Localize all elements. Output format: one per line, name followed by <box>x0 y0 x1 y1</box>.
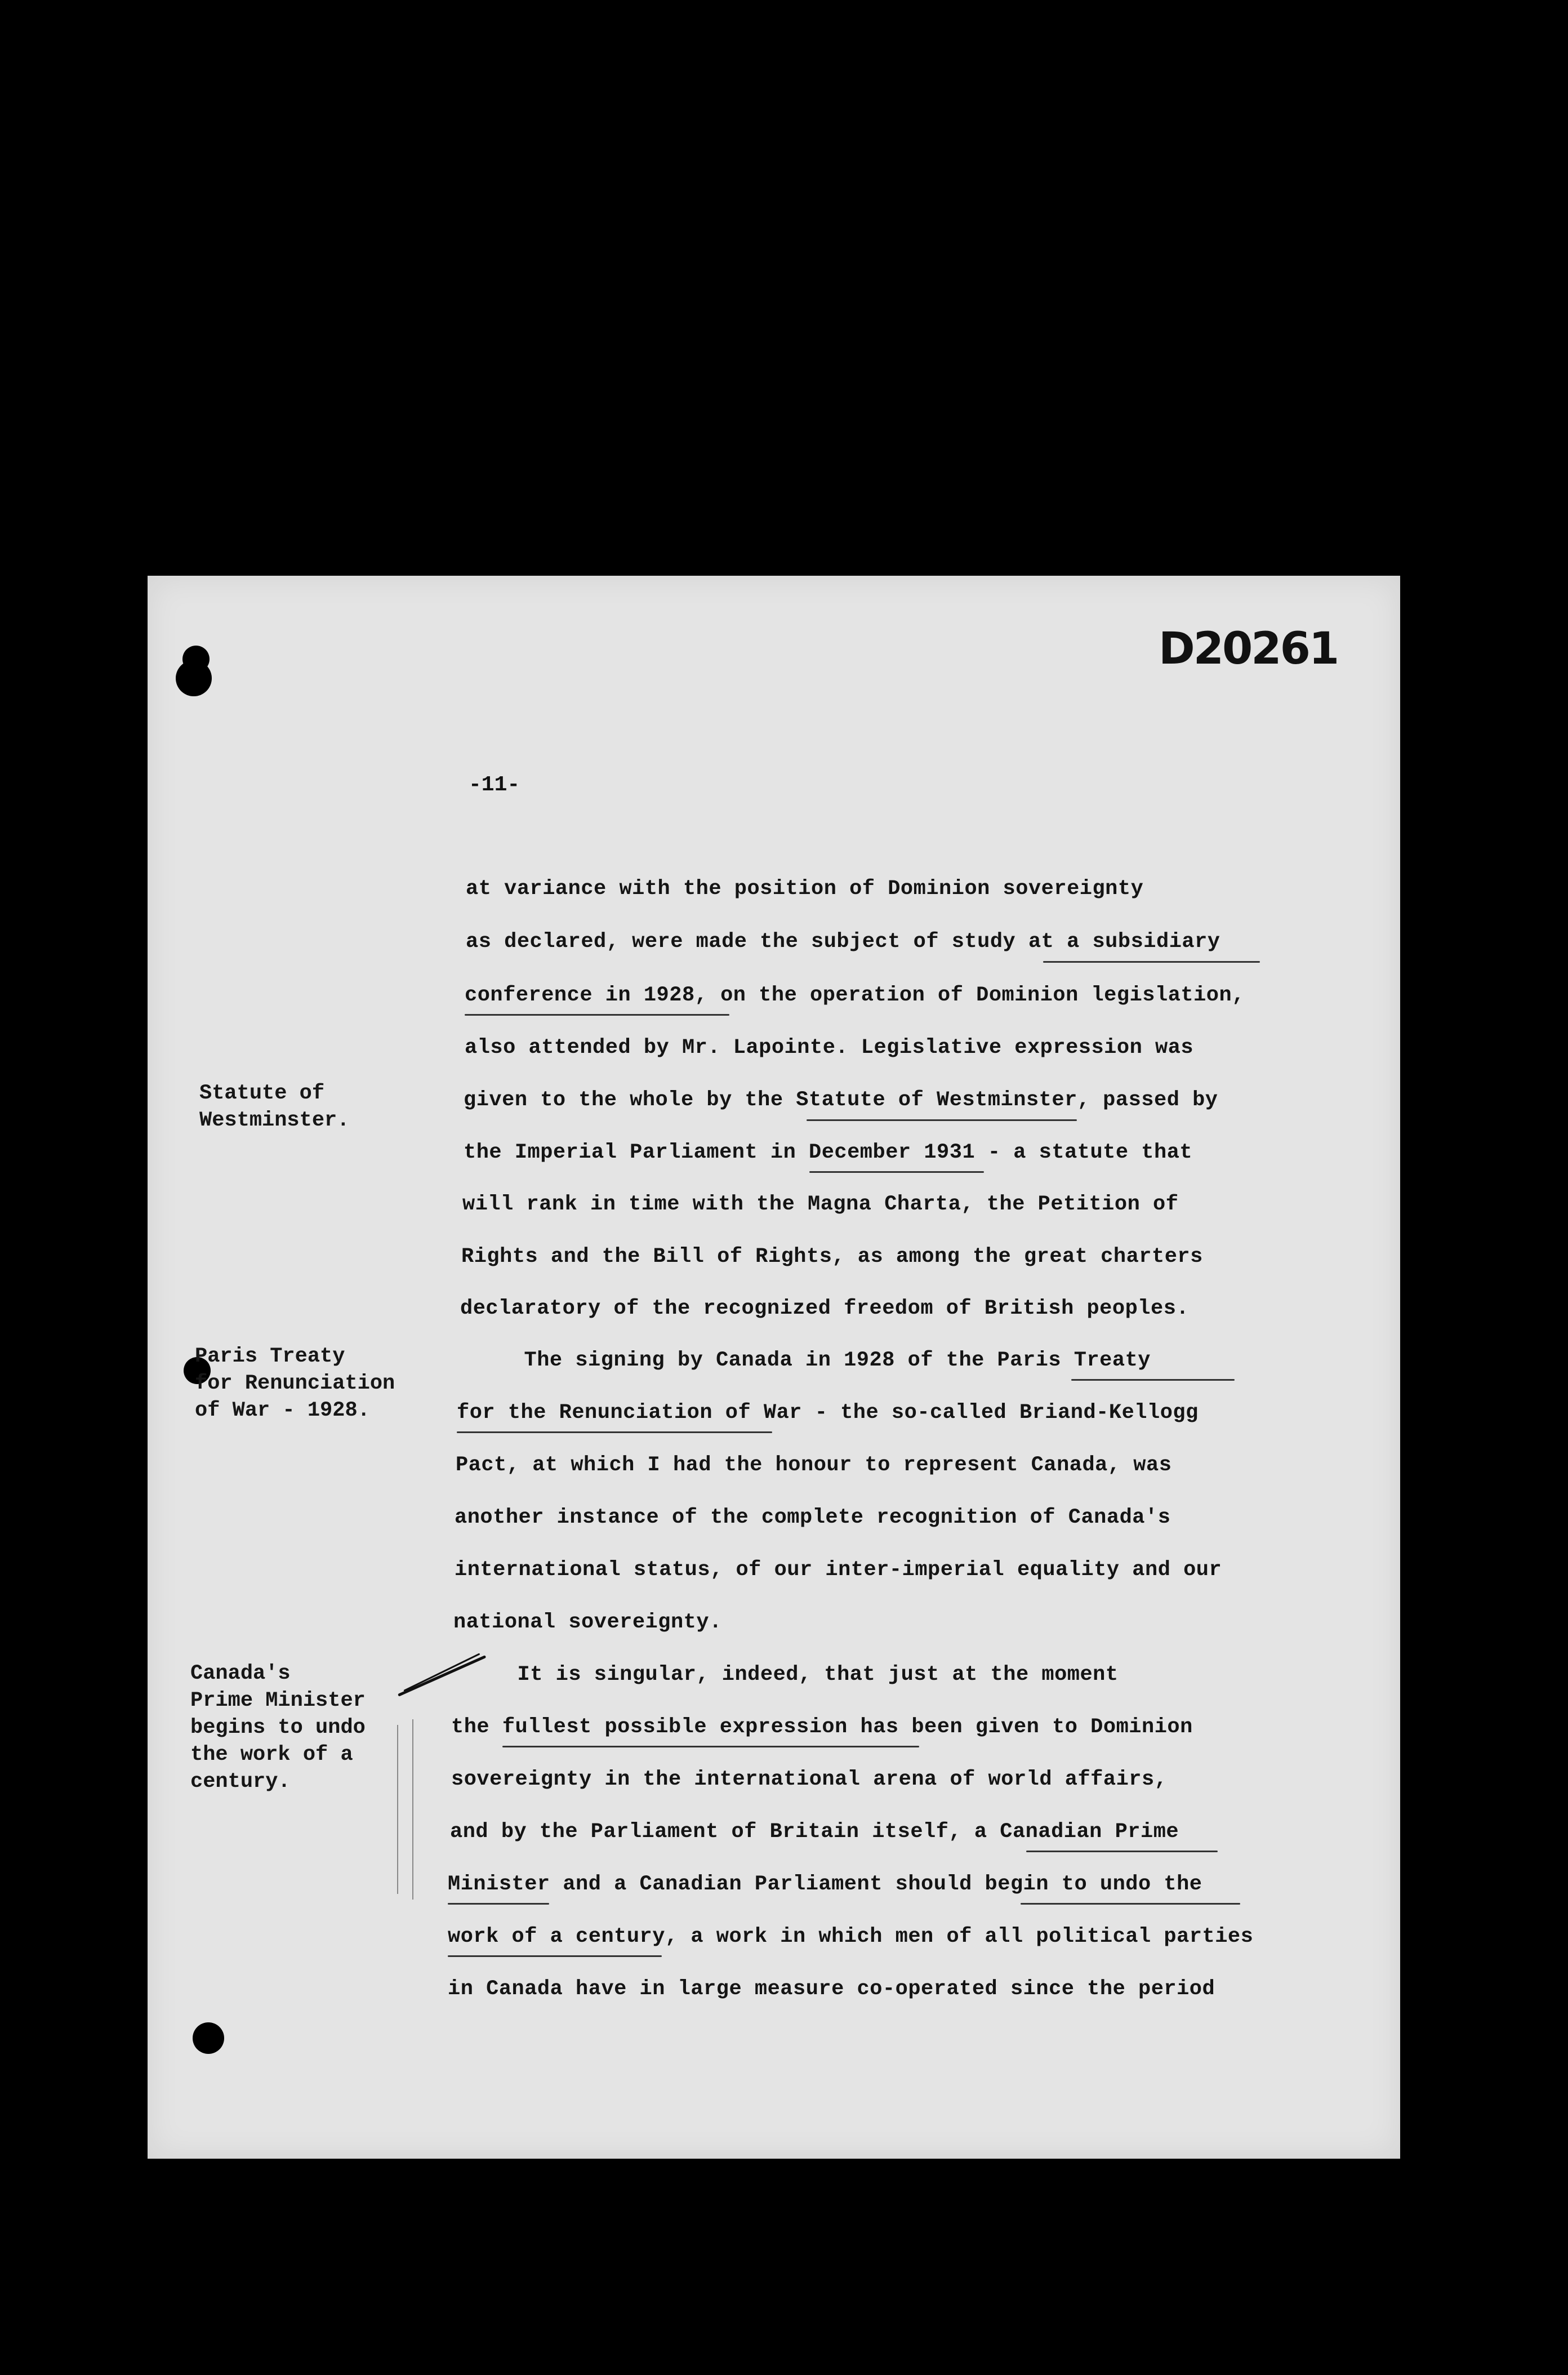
body-line-18: sovereignty in the international arena of world affairs, <box>451 1768 1168 1791</box>
margin-note-line: Prime Minister <box>190 1689 366 1713</box>
margin-note-line: century. <box>190 1770 291 1794</box>
body-line-9: declaratory of the recognized freedom of British peoples. <box>460 1297 1190 1320</box>
margin-note-prime-minister <box>190 1660 366 1795</box>
margin-note-statute <box>199 1080 349 1134</box>
body-line-6: the Imperial Parliament in December 1931 - a statute that <box>464 1141 1193 1164</box>
body-line-19: and by the Parliament of Britain itself, a Canadian Prime <box>450 1820 1179 1844</box>
margin-note-line: for Renunciation <box>195 1372 395 1395</box>
margin-note-line: the work of a <box>190 1743 353 1767</box>
body-line-16: It is singular, indeed, that just at the moment <box>453 1663 1119 1687</box>
underline-december <box>809 1171 984 1173</box>
underline-fullest <box>502 1746 919 1747</box>
body-line-2: as declared, were made the subject of study at a subsidiary <box>466 930 1220 954</box>
body-line-3: conference in 1928, on the operation of Dominion legislation, <box>465 984 1245 1007</box>
body-line-8: Rights and the Bill of Rights, as among the great charters <box>461 1245 1203 1269</box>
underline-work-century <box>448 1955 662 1957</box>
underline-minister <box>448 1903 549 1905</box>
body-line-14: international status, of our inter-imperial equality and our <box>455 1558 1222 1582</box>
margin-note-line: Canada's <box>190 1662 291 1685</box>
body-line-20: Minister and a Canadian Parliament should begin to undo the <box>448 1873 1202 1896</box>
body-line-21: work of a century, a work in which men of all political parties <box>448 1925 1254 1949</box>
punch-hole-bottom <box>193 2022 224 2054</box>
margin-note-line: Westminster. <box>199 1109 350 1132</box>
archive-stamp: D20261 <box>1159 624 1338 674</box>
margin-note-paris-treaty <box>195 1343 395 1424</box>
body-line-1: at variance with the position of Dominion sovereignty <box>466 877 1144 901</box>
underline-conference <box>465 1014 729 1016</box>
body-line-15: national sovereignty. <box>453 1611 722 1634</box>
underline-canadian-prime <box>1026 1851 1218 1852</box>
margin-note-line: of War - 1928. <box>195 1399 370 1422</box>
page-number: -11- <box>469 773 520 797</box>
margin-note-line: Paris Treaty <box>195 1345 345 1368</box>
underline-statute <box>807 1119 1077 1121</box>
document-page <box>148 576 1400 2159</box>
body-line-11: for the Renunciation of War - the so-called Briand-Kellogg <box>457 1401 1199 1425</box>
body-line-22: in Canada have in large measure co-operated since the period <box>448 1977 1215 2001</box>
body-line-12: Pact, at which I had the honour to represent Canada, was <box>456 1453 1172 1477</box>
margin-pencil-line <box>397 1725 398 1894</box>
underline-paris-treaty <box>1071 1379 1235 1381</box>
margin-note-line: Statute of <box>199 1082 325 1105</box>
body-line-10: The signing by Canada in 1928 of the Paris Treaty <box>460 1349 1151 1372</box>
margin-note-line: begins to undo <box>190 1716 366 1740</box>
body-line-7: will rank in time with the Magna Charta, the Petition of <box>462 1193 1179 1216</box>
body-line-5: given to the whole by the Statute of Westminster, passed by <box>464 1088 1218 1112</box>
body-line-4: also attended by Mr. Lapointe. Legislative expression was <box>465 1036 1194 1060</box>
body-line-13: another instance of the complete recognition of Canada's <box>455 1506 1171 1529</box>
margin-pencil-line <box>412 1719 413 1900</box>
underline-begin-undo <box>1021 1903 1240 1905</box>
underline-subsidiary <box>1043 961 1260 963</box>
punch-hole-top-2 <box>182 646 210 673</box>
body-line-17: the fullest possible expression has been given to Dominion <box>451 1715 1193 1739</box>
underline-renunciation <box>457 1431 772 1433</box>
